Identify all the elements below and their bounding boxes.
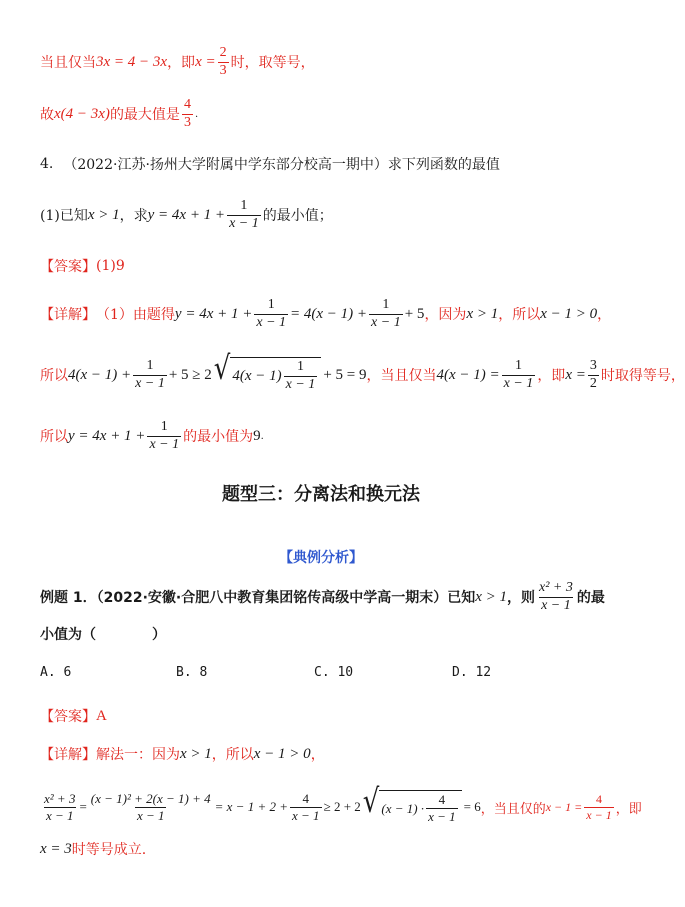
text: 的最大值是 [109, 107, 180, 123]
text: 时等号成立. [71, 842, 147, 858]
expression: = x − 1 + 2 + [214, 799, 289, 814]
solution-line-equality [40, 45, 315, 79]
numerator: 1 [267, 296, 275, 312]
text: 的最小值； [262, 208, 333, 224]
condition: x − 1 > 0 [540, 305, 598, 322]
square-root [213, 350, 322, 392]
fraction [290, 792, 322, 822]
function: y = 4x + 1 + [174, 305, 253, 322]
numerator: 1 [160, 418, 168, 434]
text: 时，取等号， [230, 55, 315, 71]
text: ，则 [507, 590, 535, 606]
text: ，即 [615, 801, 642, 817]
answer-line [40, 254, 125, 278]
answer-line-2 [40, 704, 107, 728]
minimum-value: 9 [253, 427, 261, 444]
example-1-question [40, 577, 605, 617]
detail-line-6 [40, 837, 146, 861]
denominator: 3 [183, 114, 191, 130]
denominator: x − 1 [503, 375, 534, 391]
fraction [502, 359, 536, 391]
fraction [426, 793, 458, 823]
question-text: （2022·江苏·扬州大学附属中学东部分校高一期中）求下列函数的最值 [63, 157, 500, 173]
example-1-question-cont: 小值为（ ） [40, 627, 166, 643]
denominator: x − 1 [371, 314, 401, 330]
term: + 5 [404, 305, 425, 322]
condition: x > 1 [466, 305, 499, 322]
text: ，因为 [424, 307, 467, 323]
text: ，所以 [498, 307, 541, 323]
question-4 [40, 152, 500, 176]
text: 解法一：因为 [96, 747, 180, 763]
question-number: 4. [40, 156, 54, 172]
denominator: x − 1 [136, 807, 165, 823]
fraction [584, 793, 613, 821]
detail-line-1 [40, 296, 611, 332]
text: ，即 [167, 55, 196, 71]
fraction [133, 359, 167, 391]
result: = 6 [463, 799, 481, 814]
question-4-part-1 [40, 197, 333, 233]
text: ， [597, 307, 612, 323]
denominator: x − 1 [149, 436, 180, 452]
denominator: x − 1 [586, 807, 612, 822]
numerator: 1 [296, 359, 304, 375]
answer-tag: 【答案】 [40, 709, 96, 725]
example-heading: 【典例分析】 [279, 550, 363, 566]
option-a: A. 6 [40, 665, 72, 680]
expression: x(4 − 3x) [54, 105, 110, 122]
numerator: 4 [183, 96, 191, 112]
equation: = 4(x − 1) + [290, 305, 368, 322]
text: ，即 [537, 368, 566, 384]
denominator: x − 1 [292, 807, 320, 823]
denominator: x − 1 [256, 314, 287, 330]
equation: 4(x − 1) = [436, 366, 500, 383]
fraction [254, 298, 288, 330]
question-text: 例题 1．（2022·安徽·合肥八中教育集团铭传高级中学高一期末）已知 [40, 590, 476, 606]
text: 当且仅当 [40, 55, 96, 71]
numerator: x² + 3 [44, 790, 76, 806]
radicand [379, 790, 461, 823]
answer-value: A [96, 707, 107, 724]
numerator: 1 [514, 357, 522, 373]
equation: x = 3 [40, 840, 72, 857]
radical-sign: √ [213, 350, 231, 388]
equation: 3x = 4 − 3x [96, 53, 168, 70]
square-root [362, 783, 462, 824]
numerator: 4 [302, 790, 310, 806]
denominator: 2 [589, 375, 597, 391]
result: + 5 = 9 [323, 366, 367, 383]
text: ，求 [119, 208, 148, 224]
fraction [89, 792, 213, 822]
detail-tag: 【详解】 [40, 747, 96, 763]
text: （1）由题得 [96, 307, 175, 323]
condition: x > 1 [180, 745, 212, 762]
option-d: D. 12 [452, 665, 492, 680]
numerator: 2 [219, 44, 227, 60]
text: 的最 [576, 590, 605, 606]
solution-line-maximum [40, 97, 198, 131]
condition: x − 1 > 0 [253, 745, 311, 762]
text: ，所以 [211, 747, 254, 763]
answer-tag: 【答案】 [40, 259, 96, 275]
text: 时取得等号， [600, 368, 685, 384]
text: (1)已知 [40, 208, 88, 224]
answer-value: (1)9 [96, 258, 125, 274]
condition: x > 1 [87, 206, 120, 223]
inequality: ≥ 2 + 2 [323, 799, 361, 814]
fraction [182, 98, 193, 130]
equation: x − 1 = [545, 799, 583, 814]
numerator: 1 [146, 357, 154, 373]
denominator: x − 1 [45, 807, 74, 823]
fraction [227, 199, 261, 231]
condition: x > 1 [475, 588, 507, 605]
function: y = 4x + 1 + [147, 206, 226, 223]
denominator: x − 1 [428, 809, 456, 824]
text: 所以 [40, 429, 68, 445]
fraction [284, 360, 318, 392]
text: ， [310, 747, 325, 763]
inequality: + 5 ≥ 2 [168, 366, 212, 383]
numerator: 4 [595, 791, 602, 806]
detail-line-5: $\frac{\text{x² + 3}}{x - 1}$ = $\frac{\text{(x − 1)² + 2(x − 1) + 4}}{x - 1}$ = x − 1 + 2 + $\frac{4}{x - 1}$ ≥ 2 + 2 √ (x − 1) · $\frac{4}{x - 1}$ = 6 ，当且仅 的 x − 1 = $\frac{4}{x - 1}$ ，即 [40, 784, 642, 830]
detail-line-2 [40, 350, 685, 396]
period: . [194, 108, 199, 120]
function: y = 4x + 1 + [68, 427, 146, 444]
option-b: B. 8 [176, 665, 208, 680]
equation: x = [195, 53, 216, 70]
text: 的最小值为 [183, 429, 254, 445]
fraction [42, 792, 77, 822]
numerator: (x − 1)² + 2(x − 1) + 4 [90, 790, 211, 806]
denominator: 3 [219, 62, 227, 78]
fraction [588, 359, 599, 391]
text: ，当且仅 [480, 801, 533, 817]
radical-sign: √ [362, 783, 380, 822]
detail-line-4 [40, 742, 325, 766]
text: 所以 [40, 368, 68, 384]
text: 的 [532, 801, 546, 817]
detail-line-3 [40, 418, 264, 454]
numerator: 1 [240, 197, 248, 213]
radicand [230, 357, 321, 392]
expression: (x − 1) · [381, 800, 425, 816]
equation: x = [565, 366, 586, 383]
numerator: x² + 3 [539, 579, 573, 595]
numerator: 3 [589, 357, 597, 373]
denominator: x − 1 [229, 215, 259, 231]
denominator: x − 1 [541, 597, 571, 613]
text: 故 [40, 107, 54, 123]
denominator: x − 1 [135, 375, 165, 391]
fraction [537, 581, 575, 613]
expression: 4(x − 1) + [68, 366, 132, 383]
numerator: 1 [382, 296, 390, 312]
section-title: 题型三：分离法和换元法 [222, 484, 420, 505]
detail-tag: 【详解】 [40, 307, 96, 323]
fraction [218, 46, 229, 78]
period: . [260, 430, 264, 442]
denominator: x − 1 [285, 377, 316, 392]
fraction [369, 298, 403, 330]
numerator: 4 [438, 792, 446, 808]
text: ，当且仅当 [366, 368, 437, 384]
fraction [147, 420, 181, 452]
option-c: C. 10 [314, 665, 354, 680]
expression: 4(x − 1) [232, 368, 282, 384]
